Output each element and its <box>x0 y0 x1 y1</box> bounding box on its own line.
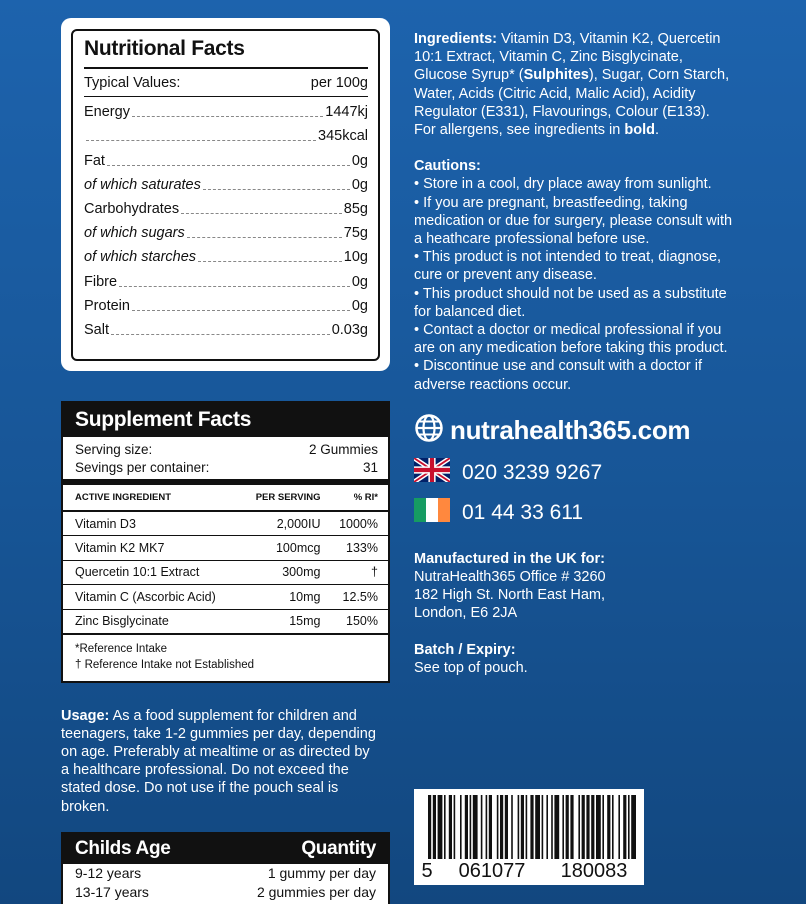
supplement-table <box>63 485 388 635</box>
serving-size-label: Serving size: <box>75 442 153 457</box>
ingredient-name: Vitamin D3 <box>63 511 243 536</box>
uk-flag-icon <box>414 458 450 487</box>
age-table-header <box>63 834 388 864</box>
barcode-bar <box>526 795 528 859</box>
nutrition-value: 0g <box>351 297 368 314</box>
barcode-bar <box>618 795 620 859</box>
ingredients-bold-1: Sulphites <box>523 67 589 84</box>
barcode-bar <box>428 795 431 859</box>
manufacturer-line-2: 182 High St. North East Ham, <box>414 587 605 604</box>
col-per-serving: PER SERVING <box>243 485 331 511</box>
barcode-bar <box>449 795 452 859</box>
age-row <box>63 864 388 884</box>
ingredient-name: Quercetin 10:1 Extract <box>63 560 243 585</box>
ingredient-ri: 12.5% <box>330 585 388 610</box>
cautions-label: Cautions: <box>414 158 481 175</box>
phone-row-ie <box>414 498 734 528</box>
caution-item: • Store in a cool, dry place away from sunlight. <box>414 176 712 193</box>
nutrition-row <box>84 194 368 218</box>
barcode-bar <box>444 795 446 859</box>
ingredients-bold-2: bold <box>624 122 655 139</box>
barcode-bar <box>535 795 540 859</box>
nutrition-label: Fibre <box>84 273 118 290</box>
barcode-bar <box>521 795 524 859</box>
ingredient-amount: 100mcg <box>243 536 331 561</box>
barcode-bar <box>566 795 569 859</box>
ingredient-amount: 10mg <box>243 585 331 610</box>
dotted-leader <box>111 334 330 335</box>
dotted-leader <box>119 286 350 287</box>
barcode-bar <box>582 795 585 859</box>
nutrition-row <box>84 121 368 145</box>
age-dosage-table <box>61 832 390 904</box>
ingredient-ri: † <box>330 560 388 585</box>
nutrition-label: Protein <box>84 297 130 314</box>
quantity-value: 2 gummies per day <box>256 884 376 901</box>
ingredient-amount: 2,000IU <box>243 511 331 536</box>
supplement-row <box>63 585 388 610</box>
ingredient-amount: 15mg <box>243 609 331 634</box>
phone-uk[interactable]: 020 3239 9267 <box>462 460 603 484</box>
barcode-bar <box>562 795 564 859</box>
barcode-bar <box>554 795 559 859</box>
quantity-value: 1 gummy per day <box>267 864 376 881</box>
nutrition-header-row <box>84 69 368 97</box>
barcode-bar <box>465 795 468 859</box>
dotted-leader <box>203 189 350 190</box>
age-value: 13-17 years <box>75 884 149 901</box>
nutrition-label: Fat <box>84 152 105 169</box>
nutrition-value: 10g <box>343 249 368 266</box>
col-ri: % RI* <box>330 485 388 511</box>
barcode-bar <box>454 795 456 859</box>
barcode-bar <box>433 795 436 859</box>
ingredient-ri: 1000% <box>330 511 388 536</box>
cautions-section <box>414 157 734 394</box>
barcode-bar <box>623 795 626 859</box>
barcode-digits-right: 180083 <box>560 860 628 882</box>
usage-label: Usage: <box>61 707 110 724</box>
supplement-facts-panel <box>61 401 390 683</box>
nutrition-value: 0g <box>351 273 368 290</box>
nutrition-row <box>84 266 368 290</box>
ingredient-name: Vitamin K2 MK7 <box>63 536 243 561</box>
nutrition-panel <box>61 18 390 371</box>
reference-intake-note: *Reference Intake <box>75 642 168 655</box>
barcode-digit-prefix: 5 <box>421 860 433 882</box>
col-quantity: Quantity <box>301 837 376 859</box>
barcode-bar <box>497 795 499 859</box>
barcode-bar <box>602 795 604 859</box>
dotted-leader <box>132 310 350 311</box>
ingredients-label: Ingredients: <box>414 31 497 47</box>
barcode-bar <box>612 795 614 859</box>
ingredients-text-3: . <box>654 122 660 139</box>
barcode-bar <box>586 795 589 859</box>
dotted-leader <box>86 140 316 141</box>
barcode-bar <box>631 795 636 859</box>
supplement-row <box>63 536 388 561</box>
reference-not-established-note: † Reference Intake not Established <box>75 658 255 671</box>
barcode-bar <box>542 795 544 859</box>
barcode-bar <box>505 795 508 859</box>
ingredient-name: Vitamin C (Ascorbic Acid) <box>63 585 243 610</box>
barcode-bar <box>578 795 580 859</box>
nutrition-value: 0g <box>351 152 368 169</box>
caution-item: • Discontinue use and consult with a doctor if adverse reactions occur. <box>414 358 702 393</box>
nutrition-box <box>71 29 380 361</box>
barcode-bar <box>546 795 548 859</box>
nutrition-label: of which sugars <box>84 225 185 242</box>
manufacturer-line-3: London, E6 2JA <box>414 605 518 622</box>
usage-section <box>61 707 376 816</box>
serving-size-value: 2 Gummies <box>308 442 378 457</box>
manufacturer-label: Manufactured in the UK for: <box>414 550 605 567</box>
barcode <box>414 789 644 885</box>
nutrition-row <box>84 315 368 339</box>
typical-values-label: Typical Values: <box>84 74 181 91</box>
nutrition-rows <box>84 97 368 339</box>
nutrition-row <box>84 242 368 266</box>
ingredients-text-1: Vitamin D3, Vitamin K2, Quercetin 10:1 Extract, Vitamin C, Zinc Bisglycinate, Glucose Syrup* ( <box>414 31 721 84</box>
barcode-bar <box>481 795 483 859</box>
manufacturer-line-1: NutraHealth365 Office # 3260 <box>414 569 606 586</box>
nutrition-value: 1447kj <box>325 104 368 121</box>
ingredients-text-2: ), Sugar, Corn Starch, Water, Acids (Citric Acid, Malic Acid), Acidity Regulator (E331), Flavourings, Colour (E133). For allergens, see ingredients in <box>414 67 730 139</box>
ingredient-ri: 133% <box>330 536 388 561</box>
globe-icon <box>414 413 444 448</box>
left-column <box>61 18 390 904</box>
nutrition-value: 85g <box>343 200 368 217</box>
dotted-leader <box>198 261 342 262</box>
nutrition-label: of which saturates <box>84 176 201 193</box>
barcode-bar <box>591 795 594 859</box>
nutrition-row <box>84 145 368 169</box>
batch-section <box>414 641 734 677</box>
serving-info <box>63 437 388 485</box>
age-value: 9-12 years <box>75 864 142 881</box>
batch-text: See top of pouch. <box>414 659 528 676</box>
supplement-row <box>63 609 388 634</box>
barcode-bar <box>628 795 630 859</box>
nutrition-value: 75g <box>343 225 368 242</box>
barcode-bar <box>500 795 503 859</box>
supplement-notes <box>63 635 388 681</box>
dotted-leader <box>187 237 342 238</box>
barcode-bar <box>570 795 573 859</box>
ireland-flag-icon <box>414 498 450 527</box>
dotted-leader <box>181 213 342 214</box>
col-childs-age: Childs Age <box>75 837 171 859</box>
nutrition-row <box>84 97 368 121</box>
supplement-row <box>63 560 388 585</box>
barcode-digits-left: 061077 <box>458 860 526 882</box>
nutrition-row <box>84 218 368 242</box>
nutrition-row <box>84 291 368 315</box>
barcode-bar <box>518 795 520 859</box>
per-100g-label: per 100g <box>310 74 368 91</box>
barcode-bar <box>470 795 472 859</box>
barcode-bar <box>473 795 478 859</box>
caution-item: • This product should not be used as a substitute for balanced diet. <box>414 285 727 320</box>
nutrition-value: 0.03g <box>331 321 368 338</box>
caution-item: • Contact a doctor or medical professional if you are on any medication before taking this product. <box>414 322 728 357</box>
caution-item: • If you are pregnant, breastfeeding, taking medication or due for surgery, please consult with a heathcare professional before use. <box>414 194 733 248</box>
barcode-bar <box>511 795 513 859</box>
ingredients-section <box>414 30 734 139</box>
website-row <box>414 414 734 448</box>
barcode-bars <box>414 789 644 861</box>
supplement-row <box>63 511 388 536</box>
ingredient-name: Zinc Bisglycinate <box>63 609 243 634</box>
nutrition-value: 0g <box>351 176 368 193</box>
barcode-bar <box>607 795 610 859</box>
dotted-leader <box>132 116 323 117</box>
manufacturer-section <box>414 550 734 623</box>
phone-row-uk <box>414 458 734 488</box>
nutrition-label: Salt <box>84 321 109 338</box>
barcode-bar <box>530 795 533 859</box>
barcode-number <box>414 860 644 883</box>
nutrition-label: Energy <box>84 104 130 121</box>
nutrition-row <box>84 170 368 194</box>
barcode-bar <box>596 795 601 859</box>
nutrition-title: Nutritional Facts <box>84 37 368 69</box>
nutrition-label: Carbohydrates <box>84 200 180 217</box>
website-link[interactable]: nutrahealth365.com <box>450 415 691 446</box>
col-active-ingredient: ACTIVE INGREDIENT <box>63 485 243 511</box>
ingredient-ri: 150% <box>330 609 388 634</box>
usage-text: As a food supplement for children and teenagers, take 1-2 gummies per day, depending on age. Preferably at mealtime or as directed by a healthcare professional. Do not exceed the stated dose. Do not use if the pouch seal is broken. <box>61 707 376 815</box>
barcode-bar <box>460 795 462 859</box>
barcode-bar <box>551 795 553 859</box>
servings-per-container-label: Sevings per container: <box>75 460 210 475</box>
barcode-bar <box>438 795 443 859</box>
batch-label: Batch / Expiry: <box>414 641 516 658</box>
caution-list <box>414 175 734 393</box>
ingredient-amount: 300mg <box>243 560 331 585</box>
servings-per-container-value: 31 <box>362 460 378 475</box>
right-column <box>414 30 734 677</box>
nutrition-label: of which starches <box>84 249 197 266</box>
supplement-table-header <box>63 485 388 511</box>
supplement-title: Supplement Facts <box>63 403 388 437</box>
phone-ie[interactable]: 01 44 33 611 <box>462 500 584 524</box>
barcode-bar <box>486 795 488 859</box>
caution-item: • This product is not intended to treat, diagnose, cure or prevent any disease. <box>414 249 722 284</box>
age-row <box>63 883 388 903</box>
nutrition-value: 345kcal <box>318 128 368 145</box>
dotted-leader <box>107 165 350 166</box>
barcode-bar <box>489 795 492 859</box>
